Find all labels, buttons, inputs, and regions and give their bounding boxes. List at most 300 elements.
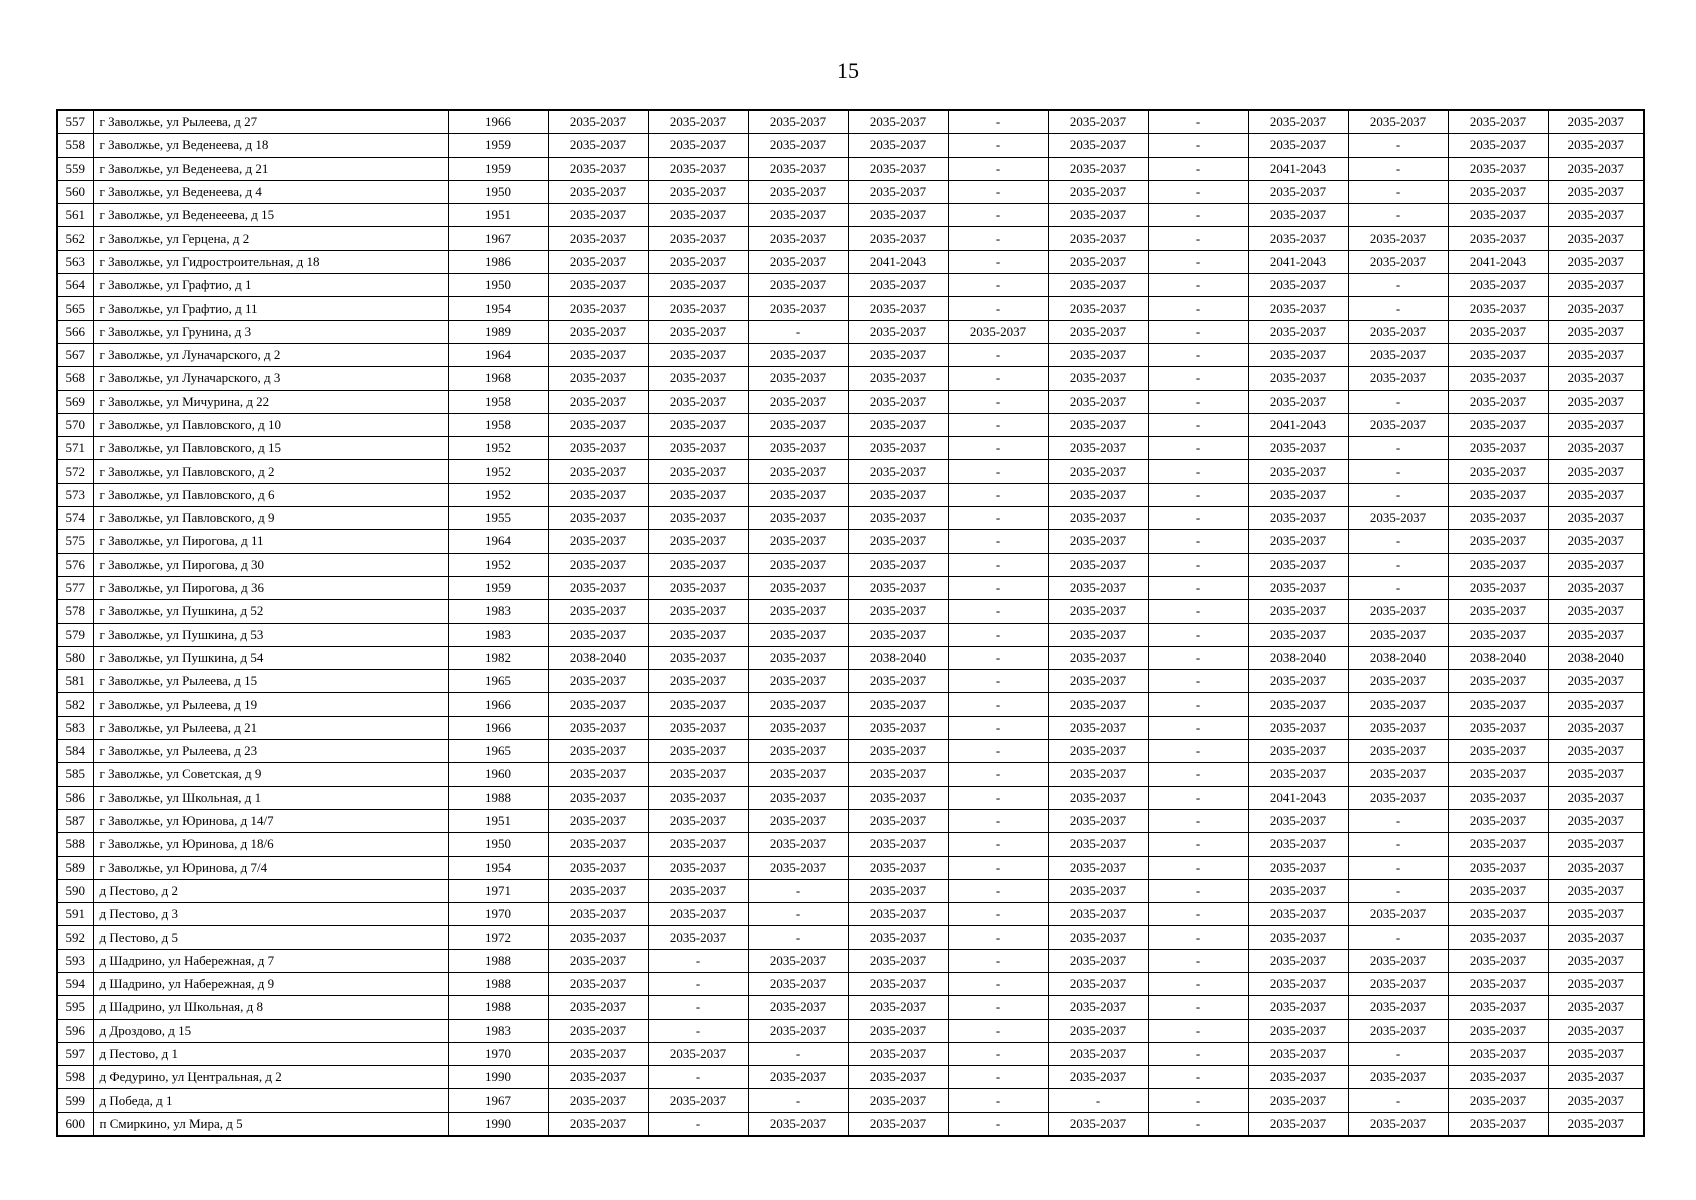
period-cell: 2035-2037 bbox=[1548, 926, 1644, 949]
table-row bbox=[57, 204, 1644, 227]
table-row bbox=[57, 134, 1644, 157]
period-cell: 2035-2037 bbox=[1548, 250, 1644, 273]
period-cell: - bbox=[948, 1112, 1048, 1136]
period-cell: - bbox=[1148, 413, 1248, 436]
period-cell: - bbox=[1048, 1089, 1148, 1112]
period-cell: - bbox=[1148, 1066, 1248, 1089]
period-cell: 2035-2037 bbox=[1548, 670, 1644, 693]
period-cell: 2035-2037 bbox=[1048, 157, 1148, 180]
period-cell: - bbox=[1348, 157, 1448, 180]
period-cell: 2035-2037 bbox=[1348, 903, 1448, 926]
year-cell: 1959 bbox=[448, 157, 548, 180]
period-cell: 2035-2037 bbox=[648, 343, 748, 366]
table-row bbox=[57, 413, 1644, 436]
period-cell: 2035-2037 bbox=[848, 297, 948, 320]
period-cell: - bbox=[948, 856, 1048, 879]
period-cell: - bbox=[948, 483, 1048, 506]
schedule-table bbox=[56, 109, 1645, 1137]
period-cell: 2035-2037 bbox=[748, 693, 848, 716]
period-cell: 2035-2037 bbox=[1248, 274, 1348, 297]
period-cell: 2035-2037 bbox=[748, 646, 848, 669]
period-cell: 2035-2037 bbox=[848, 460, 948, 483]
period-cell: 2035-2037 bbox=[648, 274, 748, 297]
period-cell: 2035-2037 bbox=[1548, 110, 1644, 134]
year-cell: 1952 bbox=[448, 460, 548, 483]
period-cell: 2035-2037 bbox=[1248, 530, 1348, 553]
period-cell: 2035-2037 bbox=[1448, 693, 1548, 716]
period-cell: 2035-2037 bbox=[848, 716, 948, 739]
period-cell: 2035-2037 bbox=[1248, 716, 1348, 739]
address-cell: п Смиркино, ул Мира, д 5 bbox=[93, 1112, 448, 1136]
period-cell: 2035-2037 bbox=[1348, 670, 1448, 693]
period-cell: - bbox=[1348, 576, 1448, 599]
period-cell: - bbox=[1148, 949, 1248, 972]
period-cell: 2035-2037 bbox=[1048, 367, 1148, 390]
period-cell: 2035-2037 bbox=[1048, 949, 1148, 972]
period-cell: 2035-2037 bbox=[1048, 740, 1148, 763]
period-cell: - bbox=[1148, 740, 1248, 763]
period-cell: 2035-2037 bbox=[1048, 833, 1148, 856]
address-cell: г Заволжье, ул Пирогова, д 30 bbox=[93, 553, 448, 576]
period-cell: - bbox=[1148, 903, 1248, 926]
period-cell: 2035-2037 bbox=[648, 809, 748, 832]
period-cell: 2035-2037 bbox=[1348, 716, 1448, 739]
period-cell: 2035-2037 bbox=[1348, 507, 1448, 530]
period-cell: 2035-2037 bbox=[1548, 134, 1644, 157]
period-cell: - bbox=[948, 763, 1048, 786]
period-cell: 2035-2037 bbox=[1448, 367, 1548, 390]
period-cell: 2035-2037 bbox=[1248, 763, 1348, 786]
period-cell: 2035-2037 bbox=[648, 670, 748, 693]
year-cell: 1967 bbox=[448, 227, 548, 250]
period-cell: 2035-2037 bbox=[848, 390, 948, 413]
period-cell: 2035-2037 bbox=[848, 367, 948, 390]
period-cell: 2035-2037 bbox=[1248, 926, 1348, 949]
period-cell: - bbox=[1348, 530, 1448, 553]
period-cell: - bbox=[1348, 926, 1448, 949]
table-row bbox=[57, 274, 1644, 297]
period-cell: 2035-2037 bbox=[1448, 320, 1548, 343]
period-cell: 2041-2043 bbox=[1248, 786, 1348, 809]
row-number-cell: 594 bbox=[57, 972, 93, 995]
year-cell: 1970 bbox=[448, 903, 548, 926]
period-cell: - bbox=[948, 879, 1048, 902]
period-cell: - bbox=[1148, 996, 1248, 1019]
period-cell: 2035-2037 bbox=[548, 274, 648, 297]
period-cell: 2035-2037 bbox=[648, 879, 748, 902]
period-cell: - bbox=[948, 740, 1048, 763]
period-cell: 2035-2037 bbox=[1548, 693, 1644, 716]
row-number-cell: 562 bbox=[57, 227, 93, 250]
period-cell: 2035-2037 bbox=[548, 413, 648, 436]
table-row bbox=[57, 903, 1644, 926]
period-cell: 2035-2037 bbox=[748, 134, 848, 157]
period-cell: 2035-2037 bbox=[548, 204, 648, 227]
period-cell: - bbox=[948, 413, 1048, 436]
period-cell: 2035-2037 bbox=[1448, 716, 1548, 739]
address-cell: г Заволжье, ул Павловского, д 9 bbox=[93, 507, 448, 530]
period-cell: 2035-2037 bbox=[1048, 1112, 1148, 1136]
period-cell: 2035-2037 bbox=[548, 390, 648, 413]
period-cell: 2035-2037 bbox=[1248, 343, 1348, 366]
period-cell: 2035-2037 bbox=[1548, 1112, 1644, 1136]
period-cell: 2035-2037 bbox=[1448, 949, 1548, 972]
period-cell: - bbox=[948, 297, 1048, 320]
period-cell: 2035-2037 bbox=[748, 460, 848, 483]
year-cell: 1966 bbox=[448, 110, 548, 134]
address-cell: г Заволжье, ул Рылеева, д 23 bbox=[93, 740, 448, 763]
address-cell: д Дроздово, д 15 bbox=[93, 1019, 448, 1042]
period-cell: 2035-2037 bbox=[1248, 483, 1348, 506]
period-cell: - bbox=[648, 949, 748, 972]
year-cell: 1951 bbox=[448, 809, 548, 832]
table-row bbox=[57, 250, 1644, 273]
period-cell: - bbox=[1148, 483, 1248, 506]
period-cell: 2035-2037 bbox=[748, 623, 848, 646]
period-cell: 2035-2037 bbox=[1248, 460, 1348, 483]
period-cell: 2035-2037 bbox=[1348, 949, 1448, 972]
period-cell: 2035-2037 bbox=[848, 530, 948, 553]
row-number-cell: 569 bbox=[57, 390, 93, 413]
period-cell: 2035-2037 bbox=[848, 1042, 948, 1065]
period-cell: 2035-2037 bbox=[848, 786, 948, 809]
period-cell: 2035-2037 bbox=[548, 460, 648, 483]
period-cell: 2035-2037 bbox=[1048, 250, 1148, 273]
period-cell: - bbox=[1148, 530, 1248, 553]
period-cell: 2035-2037 bbox=[848, 856, 948, 879]
address-cell: г Заволжье, ул Павловского, д 15 bbox=[93, 437, 448, 460]
period-cell: 2035-2037 bbox=[548, 809, 648, 832]
year-cell: 1989 bbox=[448, 320, 548, 343]
period-cell: 2035-2037 bbox=[1048, 856, 1148, 879]
year-cell: 1958 bbox=[448, 413, 548, 436]
period-cell: - bbox=[1348, 134, 1448, 157]
period-cell: 2035-2037 bbox=[548, 623, 648, 646]
period-cell: 2035-2037 bbox=[1248, 204, 1348, 227]
period-cell: 2035-2037 bbox=[548, 157, 648, 180]
period-cell: 2035-2037 bbox=[648, 204, 748, 227]
period-cell: 2035-2037 bbox=[548, 786, 648, 809]
period-cell: 2035-2037 bbox=[1448, 507, 1548, 530]
period-cell: 2035-2037 bbox=[748, 856, 848, 879]
period-cell: 2035-2037 bbox=[1548, 623, 1644, 646]
period-cell: 2035-2037 bbox=[1448, 600, 1548, 623]
period-cell: 2035-2037 bbox=[848, 413, 948, 436]
row-number-cell: 568 bbox=[57, 367, 93, 390]
period-cell: 2035-2037 bbox=[548, 740, 648, 763]
address-cell: г Заволжье, ул Грунина, д 3 bbox=[93, 320, 448, 343]
period-cell: 2035-2037 bbox=[748, 786, 848, 809]
address-cell: г Заволжье, ул Пушкина, д 52 bbox=[93, 600, 448, 623]
period-cell: 2035-2037 bbox=[648, 623, 748, 646]
period-cell: 2035-2037 bbox=[548, 763, 648, 786]
year-cell: 1967 bbox=[448, 1089, 548, 1112]
period-cell: 2035-2037 bbox=[648, 320, 748, 343]
period-cell: 2035-2037 bbox=[1448, 623, 1548, 646]
period-cell: 2035-2037 bbox=[1248, 110, 1348, 134]
period-cell: 2035-2037 bbox=[848, 274, 948, 297]
period-cell: 2035-2037 bbox=[548, 180, 648, 203]
period-cell: 2035-2037 bbox=[848, 1066, 948, 1089]
row-number-cell: 598 bbox=[57, 1066, 93, 1089]
period-cell: 2035-2037 bbox=[1348, 227, 1448, 250]
period-cell: 2035-2037 bbox=[848, 996, 948, 1019]
period-cell: 2035-2037 bbox=[1348, 740, 1448, 763]
period-cell: - bbox=[1348, 856, 1448, 879]
address-cell: г Заволжье, ул Павловского, д 6 bbox=[93, 483, 448, 506]
period-cell: - bbox=[1148, 1042, 1248, 1065]
period-cell: 2035-2037 bbox=[848, 553, 948, 576]
period-cell: 2035-2037 bbox=[648, 1042, 748, 1065]
period-cell: 2035-2037 bbox=[1548, 530, 1644, 553]
period-cell: 2038-2040 bbox=[1348, 646, 1448, 669]
period-cell: - bbox=[1148, 553, 1248, 576]
address-cell: г Заволжье, ул Юринова, д 18/6 bbox=[93, 833, 448, 856]
period-cell: 2035-2037 bbox=[748, 740, 848, 763]
period-cell: 2035-2037 bbox=[1048, 204, 1148, 227]
period-cell: 2035-2037 bbox=[648, 646, 748, 669]
period-cell: 2035-2037 bbox=[848, 903, 948, 926]
period-cell: - bbox=[1148, 367, 1248, 390]
period-cell: 2035-2037 bbox=[1048, 926, 1148, 949]
period-cell: - bbox=[748, 903, 848, 926]
period-cell: 2035-2037 bbox=[1448, 809, 1548, 832]
row-number-cell: 559 bbox=[57, 157, 93, 180]
period-cell: 2035-2037 bbox=[1348, 320, 1448, 343]
period-cell: 2035-2037 bbox=[1448, 274, 1548, 297]
period-cell: 2035-2037 bbox=[1248, 949, 1348, 972]
period-cell: - bbox=[948, 1019, 1048, 1042]
period-cell: 2035-2037 bbox=[1548, 949, 1644, 972]
address-cell: д Шадрино, ул Школьная, д 8 bbox=[93, 996, 448, 1019]
period-cell: 2035-2037 bbox=[648, 297, 748, 320]
period-cell: - bbox=[1148, 157, 1248, 180]
table-row bbox=[57, 297, 1644, 320]
period-cell: 2035-2037 bbox=[1548, 856, 1644, 879]
period-cell: 2035-2037 bbox=[1548, 763, 1644, 786]
period-cell: 2035-2037 bbox=[848, 809, 948, 832]
period-cell: - bbox=[948, 110, 1048, 134]
row-number-cell: 565 bbox=[57, 297, 93, 320]
period-cell: 2035-2037 bbox=[1548, 320, 1644, 343]
period-cell: 2035-2037 bbox=[648, 483, 748, 506]
period-cell: 2041-2043 bbox=[1448, 250, 1548, 273]
row-number-cell: 570 bbox=[57, 413, 93, 436]
period-cell: 2035-2037 bbox=[1048, 903, 1148, 926]
period-cell: 2035-2037 bbox=[648, 437, 748, 460]
period-cell: 2035-2037 bbox=[1448, 530, 1548, 553]
row-number-cell: 582 bbox=[57, 693, 93, 716]
period-cell: 2035-2037 bbox=[1548, 1042, 1644, 1065]
row-number-cell: 564 bbox=[57, 274, 93, 297]
year-cell: 1983 bbox=[448, 600, 548, 623]
period-cell: 2035-2037 bbox=[1348, 786, 1448, 809]
period-cell: 2035-2037 bbox=[1448, 297, 1548, 320]
address-cell: г Заволжье, ул Пирогова, д 11 bbox=[93, 530, 448, 553]
table-row bbox=[57, 576, 1644, 599]
period-cell: 2035-2037 bbox=[548, 903, 648, 926]
period-cell: - bbox=[1148, 1089, 1248, 1112]
address-cell: г Заволжье, ул Рылеева, д 15 bbox=[93, 670, 448, 693]
period-cell: - bbox=[1148, 809, 1248, 832]
period-cell: 2035-2037 bbox=[1348, 623, 1448, 646]
year-cell: 1972 bbox=[448, 926, 548, 949]
period-cell: 2035-2037 bbox=[848, 926, 948, 949]
period-cell: 2035-2037 bbox=[848, 180, 948, 203]
period-cell: 2035-2037 bbox=[1048, 180, 1148, 203]
address-cell: г Заволжье, ул Пушкина, д 53 bbox=[93, 623, 448, 646]
period-cell: 2035-2037 bbox=[648, 856, 748, 879]
period-cell: 2035-2037 bbox=[548, 110, 648, 134]
period-cell: 2035-2037 bbox=[1448, 343, 1548, 366]
period-cell: 2035-2037 bbox=[1048, 437, 1148, 460]
period-cell: - bbox=[1148, 343, 1248, 366]
period-cell: 2035-2037 bbox=[748, 274, 848, 297]
period-cell: 2035-2037 bbox=[1248, 996, 1348, 1019]
period-cell: 2035-2037 bbox=[848, 110, 948, 134]
row-number-cell: 563 bbox=[57, 250, 93, 273]
period-cell: 2035-2037 bbox=[1448, 483, 1548, 506]
address-cell: г Заволжье, ул Юринова, д 14/7 bbox=[93, 809, 448, 832]
period-cell: 2035-2037 bbox=[748, 204, 848, 227]
period-cell: - bbox=[1148, 460, 1248, 483]
period-cell: 2035-2037 bbox=[548, 926, 648, 949]
table-row bbox=[57, 1019, 1644, 1042]
period-cell: 2035-2037 bbox=[1248, 367, 1348, 390]
row-number-cell: 575 bbox=[57, 530, 93, 553]
period-cell: - bbox=[1148, 227, 1248, 250]
year-cell: 1990 bbox=[448, 1066, 548, 1089]
period-cell: 2035-2037 bbox=[1048, 110, 1148, 134]
period-cell: - bbox=[1148, 110, 1248, 134]
table-body bbox=[57, 110, 1644, 1136]
period-cell: 2035-2037 bbox=[1048, 600, 1148, 623]
period-cell: - bbox=[1148, 204, 1248, 227]
address-cell: г Заволжье, ул Веденеева, д 4 bbox=[93, 180, 448, 203]
row-number-cell: 599 bbox=[57, 1089, 93, 1112]
table-row bbox=[57, 1066, 1644, 1089]
period-cell: 2035-2037 bbox=[1348, 343, 1448, 366]
year-cell: 1986 bbox=[448, 250, 548, 273]
row-number-cell: 593 bbox=[57, 949, 93, 972]
year-cell: 1970 bbox=[448, 1042, 548, 1065]
period-cell: 2035-2037 bbox=[1048, 553, 1148, 576]
period-cell: 2035-2037 bbox=[548, 320, 648, 343]
period-cell: 2035-2037 bbox=[648, 1089, 748, 1112]
table-row bbox=[57, 553, 1644, 576]
period-cell: 2035-2037 bbox=[848, 343, 948, 366]
period-cell: 2035-2037 bbox=[848, 507, 948, 530]
period-cell: - bbox=[948, 1042, 1048, 1065]
period-cell: 2035-2037 bbox=[848, 670, 948, 693]
period-cell: 2035-2037 bbox=[1548, 903, 1644, 926]
period-cell: - bbox=[748, 320, 848, 343]
period-cell: - bbox=[948, 809, 1048, 832]
period-cell: 2035-2037 bbox=[1048, 390, 1148, 413]
period-cell: 2035-2037 bbox=[748, 949, 848, 972]
table-row bbox=[57, 833, 1644, 856]
period-cell: 2035-2037 bbox=[1248, 227, 1348, 250]
period-cell: 2035-2037 bbox=[1248, 693, 1348, 716]
period-cell: 2035-2037 bbox=[1548, 204, 1644, 227]
row-number-cell: 590 bbox=[57, 879, 93, 902]
table-row bbox=[57, 926, 1644, 949]
address-cell: д Пестово, д 1 bbox=[93, 1042, 448, 1065]
period-cell: - bbox=[948, 134, 1048, 157]
period-cell: 2035-2037 bbox=[1348, 250, 1448, 273]
period-cell: 2035-2037 bbox=[848, 833, 948, 856]
period-cell: 2035-2037 bbox=[748, 600, 848, 623]
period-cell: 2035-2037 bbox=[1548, 437, 1644, 460]
period-cell: 2035-2037 bbox=[1548, 367, 1644, 390]
period-cell: 2035-2037 bbox=[648, 180, 748, 203]
period-cell: 2035-2037 bbox=[548, 297, 648, 320]
period-cell: 2035-2037 bbox=[548, 227, 648, 250]
period-cell: - bbox=[1148, 134, 1248, 157]
period-cell: - bbox=[948, 693, 1048, 716]
period-cell: - bbox=[948, 390, 1048, 413]
period-cell: 2035-2037 bbox=[648, 833, 748, 856]
address-cell: г Заволжье, ул Пушкина, д 54 bbox=[93, 646, 448, 669]
period-cell: - bbox=[648, 996, 748, 1019]
period-cell: - bbox=[1148, 786, 1248, 809]
year-cell: 1971 bbox=[448, 879, 548, 902]
period-cell: 2035-2037 bbox=[1348, 110, 1448, 134]
period-cell: 2035-2037 bbox=[1048, 483, 1148, 506]
period-cell: 2035-2037 bbox=[848, 763, 948, 786]
address-cell: г Заволжье, ул Веденеева, д 21 bbox=[93, 157, 448, 180]
table-row bbox=[57, 763, 1644, 786]
table-row bbox=[57, 972, 1644, 995]
period-cell: 2035-2037 bbox=[1448, 134, 1548, 157]
period-cell: - bbox=[948, 1089, 1048, 1112]
period-cell: - bbox=[948, 1066, 1048, 1089]
year-cell: 1958 bbox=[448, 390, 548, 413]
period-cell: 2035-2037 bbox=[848, 972, 948, 995]
period-cell: 2035-2037 bbox=[648, 763, 748, 786]
period-cell: - bbox=[1148, 693, 1248, 716]
period-cell: - bbox=[948, 926, 1048, 949]
period-cell: 2035-2037 bbox=[1048, 786, 1148, 809]
period-cell: 2035-2037 bbox=[548, 996, 648, 1019]
year-cell: 1950 bbox=[448, 274, 548, 297]
row-number-cell: 567 bbox=[57, 343, 93, 366]
period-cell: - bbox=[1148, 646, 1248, 669]
period-cell: 2035-2037 bbox=[548, 530, 648, 553]
period-cell: 2035-2037 bbox=[748, 437, 848, 460]
period-cell: - bbox=[948, 949, 1048, 972]
row-number-cell: 573 bbox=[57, 483, 93, 506]
period-cell: 2035-2037 bbox=[748, 507, 848, 530]
period-cell: 2035-2037 bbox=[1248, 972, 1348, 995]
period-cell: 2035-2037 bbox=[1348, 693, 1448, 716]
period-cell: - bbox=[1148, 507, 1248, 530]
row-number-cell: 597 bbox=[57, 1042, 93, 1065]
year-cell: 1950 bbox=[448, 180, 548, 203]
address-cell: д Пестово, д 3 bbox=[93, 903, 448, 926]
period-cell: 2035-2037 bbox=[748, 1019, 848, 1042]
period-cell: - bbox=[1148, 763, 1248, 786]
period-cell: 2038-2040 bbox=[1548, 646, 1644, 669]
period-cell: 2038-2040 bbox=[1448, 646, 1548, 669]
period-cell: - bbox=[948, 460, 1048, 483]
period-cell: 2035-2037 bbox=[548, 693, 648, 716]
period-cell: 2035-2037 bbox=[1048, 413, 1148, 436]
period-cell: 2035-2037 bbox=[648, 926, 748, 949]
period-cell: 2035-2037 bbox=[1048, 274, 1148, 297]
address-cell: г Заволжье, ул Герцена, д 2 bbox=[93, 227, 448, 250]
period-cell: 2035-2037 bbox=[1548, 460, 1644, 483]
